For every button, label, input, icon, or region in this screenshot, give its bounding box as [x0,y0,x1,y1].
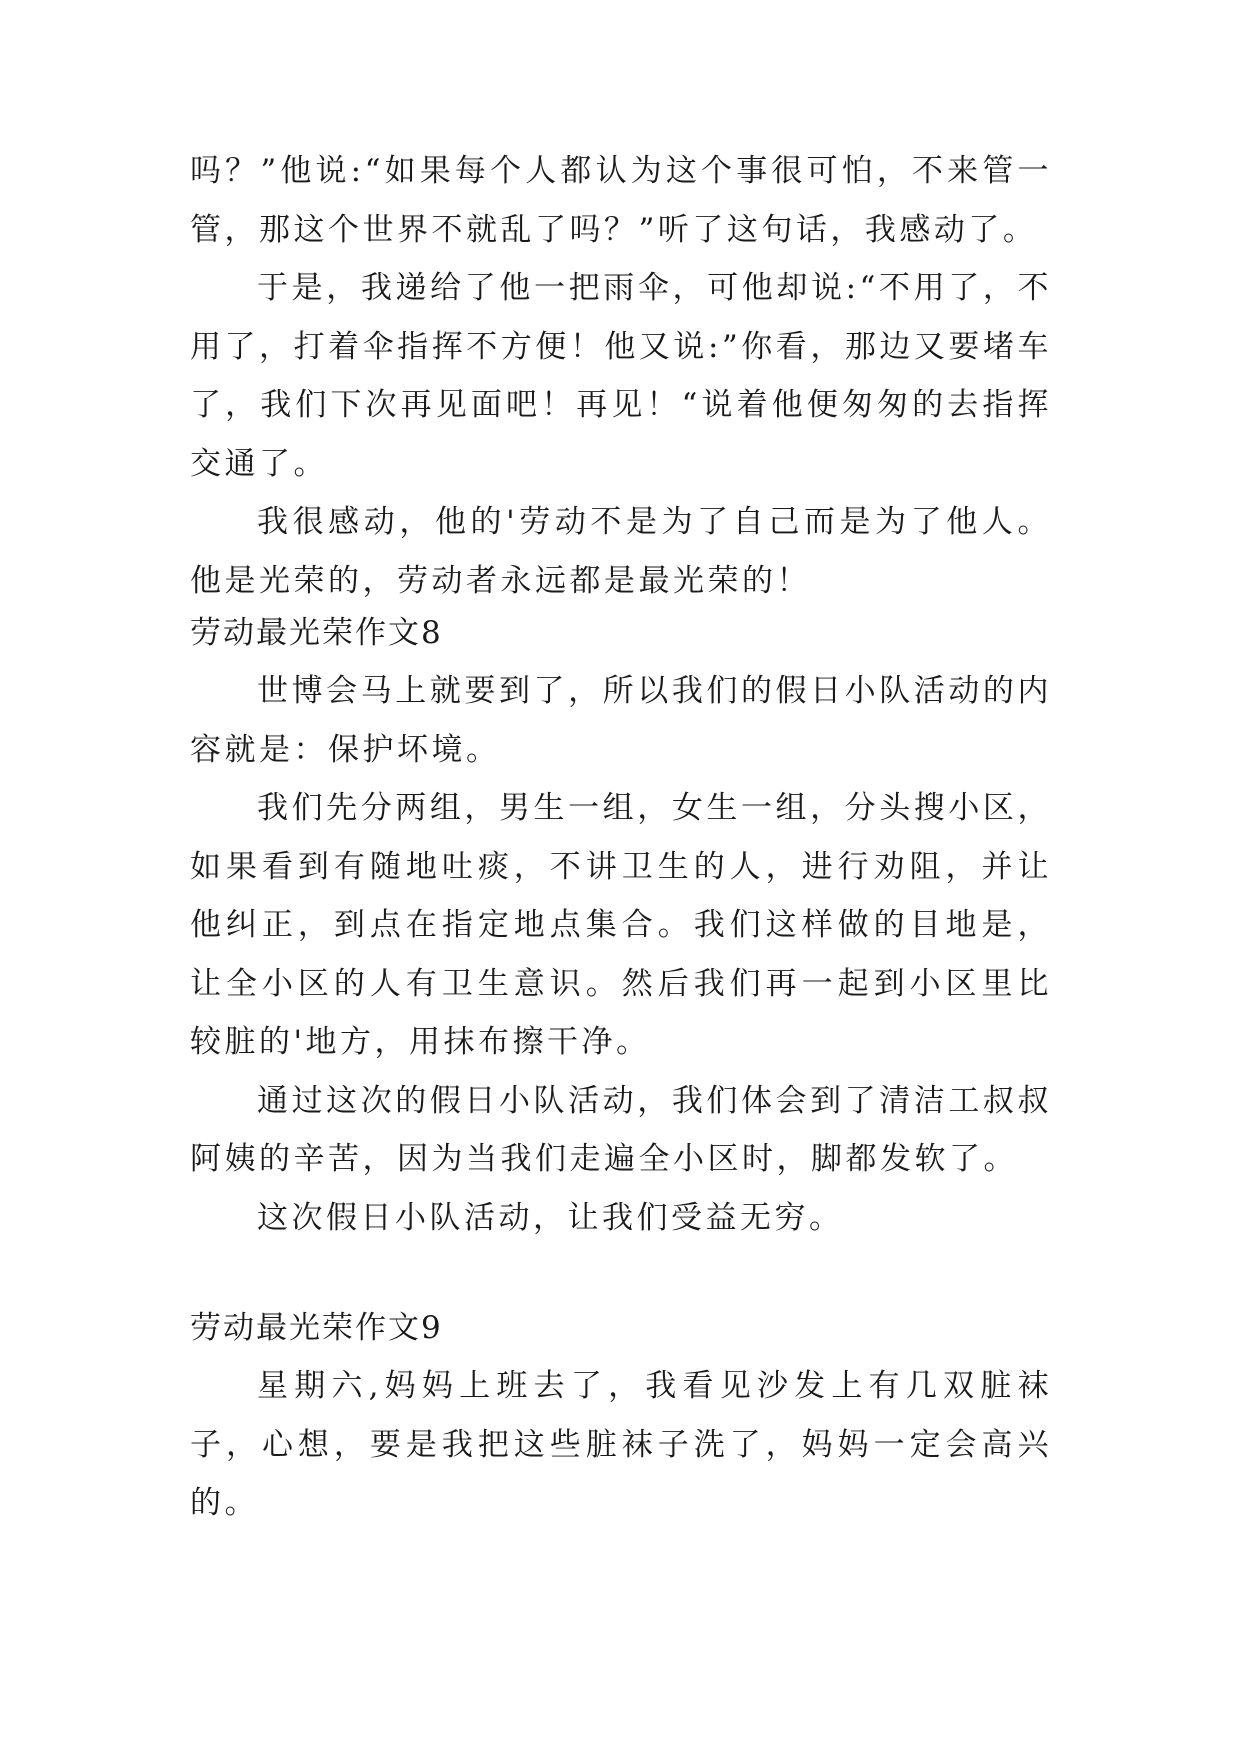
essay-9-title: 劳动最光荣作文9 [190,1310,443,1346]
essay-9-body [190,1357,1052,1533]
essay-7-continuation: 吗？”他说:“如果每个人都认为这个事很可怕，不来管一管，那这个世界不就乱了吗？”听了这句话，我感动了。 [190,153,1052,248]
essay-7-paragraph: 我很感动，他的'劳动不是为了自己而是为了他人。他是光荣的，劳动者永远都是最光荣的！ [190,504,1052,599]
essay-9-paragraph: 星期六,妈妈上班去了，我看见沙发上有几双脏袜子，心想，要是我把这些脏袜子洗了，妈妈一定会高兴的。 [190,1368,1052,1521]
essay-8-paragraph: 通过这次的假日小队活动，我们体会到了清洁工叔叔阿姨的辛苦，因为当我们走遍全小区时，脚都发软了。 [190,1082,1052,1177]
essay-8-paragraph: 我们先分两组，男生一组，女生一组，分头搜小区，如果看到有随地吐痰，不讲卫生的人，进行劝阻，并让他纠正，到点在指定地点集合。我们这样做的目地是，让全小区的人有卫生意识。然后我们再一起到小区里比较脏的'地方，用抹布擦干净。 [190,790,1052,1060]
essay-7-body [190,142,1052,610]
essay-8-paragraph: 世博会马上就要到了，所以我们的假日小队活动的内容就是：保护坏境。 [190,673,1052,768]
essay-8-body [190,662,1052,1247]
essay-8-title: 劳动最光荣作文8 [190,615,443,651]
essay-7-paragraph: 于是，我递给了他一把雨伞，可他却说:“不用了，不用了，打着伞指挥不方便！他又说:”你看，那边又要堵车了，我们下次再见面吧！再见！“说着他便匆匆的去指挥交通了。 [190,270,1052,482]
essay-8-paragraph: 这次假日小队活动，让我们受益无穷。 [257,1199,844,1236]
